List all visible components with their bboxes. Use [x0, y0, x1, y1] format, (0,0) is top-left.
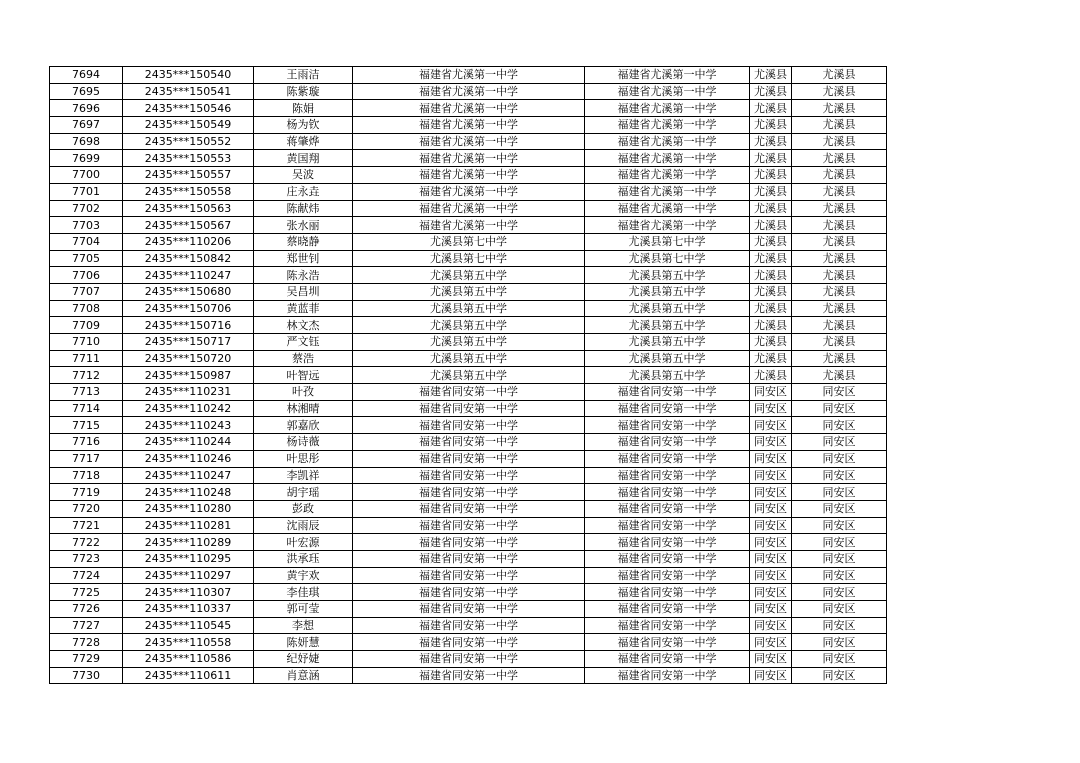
- table-row: [50, 500, 887, 517]
- student-name-cell: 洪承珏: [254, 550, 353, 567]
- table-row: [50, 517, 887, 534]
- table-row: [50, 567, 887, 584]
- district-cell-2: 尤溪县: [792, 367, 887, 384]
- serial-cell: 7702: [50, 200, 123, 217]
- serial-cell: 7706: [50, 267, 123, 284]
- student-name-cell: 蔡浩: [254, 350, 353, 367]
- district-cell: 尤溪县: [750, 283, 792, 300]
- serial-cell: 7726: [50, 601, 123, 618]
- serial-cell: 7709: [50, 317, 123, 334]
- exam-number-cell: 2435***110242: [123, 400, 254, 417]
- serial-cell: 7729: [50, 651, 123, 668]
- student-name-cell: 郭可莹: [254, 601, 353, 618]
- serial-cell: 7718: [50, 467, 123, 484]
- exam-number-cell: 2435***150716: [123, 317, 254, 334]
- school-cell: 福建省尤溪第一中学: [353, 150, 585, 167]
- exam-number-cell: 2435***150720: [123, 350, 254, 367]
- serial-cell: 7724: [50, 567, 123, 584]
- exam-number-cell: 2435***110295: [123, 550, 254, 567]
- table-row: [50, 317, 887, 334]
- school-cell: 福建省同安第一中学: [353, 434, 585, 451]
- district-cell-2: 尤溪县: [792, 200, 887, 217]
- student-name-cell: 蔡晓静: [254, 233, 353, 250]
- district-cell: 同安区: [750, 550, 792, 567]
- school-cell: 福建省尤溪第一中学: [353, 183, 585, 200]
- school-cell-2: 福建省同安第一中学: [585, 517, 750, 534]
- table-row: [50, 83, 887, 100]
- district-cell: 尤溪县: [750, 233, 792, 250]
- serial-cell: 7712: [50, 367, 123, 384]
- school-cell: 福建省尤溪第一中学: [353, 100, 585, 117]
- table-body: [50, 67, 887, 684]
- school-cell: 尤溪县第五中学: [353, 283, 585, 300]
- exam-number-cell: 2435***110246: [123, 450, 254, 467]
- school-cell: 福建省同安第一中学: [353, 400, 585, 417]
- exam-number-cell: 2435***110280: [123, 500, 254, 517]
- student-name-cell: 陈献炜: [254, 200, 353, 217]
- school-cell: 福建省尤溪第一中学: [353, 67, 585, 84]
- school-cell: 福建省同安第一中学: [353, 517, 585, 534]
- student-name-cell: 黄宇欢: [254, 567, 353, 584]
- district-cell: 同安区: [750, 617, 792, 634]
- student-name-cell: 陈娟: [254, 100, 353, 117]
- district-cell-2: 尤溪县: [792, 150, 887, 167]
- school-cell: 福建省尤溪第一中学: [353, 83, 585, 100]
- student-name-cell: 陈紫璇: [254, 83, 353, 100]
- student-name-cell: 李凯祥: [254, 467, 353, 484]
- school-cell: 福建省尤溪第一中学: [353, 133, 585, 150]
- district-cell-2: 尤溪县: [792, 217, 887, 234]
- district-cell-2: 同安区: [792, 500, 887, 517]
- school-cell-2: 福建省尤溪第一中学: [585, 117, 750, 134]
- serial-cell: 7710: [50, 334, 123, 351]
- school-cell-2: 尤溪县第五中学: [585, 283, 750, 300]
- serial-cell: 7721: [50, 517, 123, 534]
- school-cell: 福建省同安第一中学: [353, 567, 585, 584]
- school-cell-2: 尤溪县第七中学: [585, 250, 750, 267]
- table-row: [50, 367, 887, 384]
- district-cell-2: 尤溪县: [792, 183, 887, 200]
- district-cell: 尤溪县: [750, 367, 792, 384]
- school-cell-2: 福建省尤溪第一中学: [585, 67, 750, 84]
- table-row: [50, 250, 887, 267]
- school-cell-2: 尤溪县第五中学: [585, 300, 750, 317]
- serial-cell: 7695: [50, 83, 123, 100]
- school-cell: 福建省同安第一中学: [353, 484, 585, 501]
- district-cell: 同安区: [750, 584, 792, 601]
- student-name-cell: 沈雨辰: [254, 517, 353, 534]
- district-cell: 同安区: [750, 651, 792, 668]
- school-cell: 尤溪县第五中学: [353, 300, 585, 317]
- student-name-cell: 叶智远: [254, 367, 353, 384]
- exam-number-cell: 2435***110231: [123, 384, 254, 401]
- school-cell-2: 福建省同安第一中学: [585, 651, 750, 668]
- exam-number-cell: 2435***150553: [123, 150, 254, 167]
- school-cell-2: 福建省同安第一中学: [585, 400, 750, 417]
- exam-number-cell: 2435***150706: [123, 300, 254, 317]
- district-cell-2: 尤溪县: [792, 117, 887, 134]
- district-cell-2: 同安区: [792, 651, 887, 668]
- table-row: [50, 400, 887, 417]
- table-row: [50, 150, 887, 167]
- school-cell-2: 尤溪县第五中学: [585, 350, 750, 367]
- student-name-cell: 林文杰: [254, 317, 353, 334]
- student-name-cell: 张水丽: [254, 217, 353, 234]
- student-name-cell: 叶思彤: [254, 450, 353, 467]
- school-cell-2: 福建省同安第一中学: [585, 634, 750, 651]
- exam-number-cell: 2435***150546: [123, 100, 254, 117]
- school-cell: 尤溪县第五中学: [353, 317, 585, 334]
- school-cell: 福建省同安第一中学: [353, 584, 585, 601]
- student-name-cell: 郑世钊: [254, 250, 353, 267]
- school-cell-2: 福建省同安第一中学: [585, 467, 750, 484]
- serial-cell: 7727: [50, 617, 123, 634]
- school-cell: 福建省同安第一中学: [353, 450, 585, 467]
- student-name-cell: 严文钰: [254, 334, 353, 351]
- district-cell: 同安区: [750, 400, 792, 417]
- district-cell-2: 尤溪县: [792, 100, 887, 117]
- serial-cell: 7722: [50, 534, 123, 551]
- district-cell: 尤溪县: [750, 334, 792, 351]
- student-name-cell: 彭政: [254, 500, 353, 517]
- serial-cell: 7719: [50, 484, 123, 501]
- school-cell-2: 福建省尤溪第一中学: [585, 217, 750, 234]
- district-cell: 同安区: [750, 417, 792, 434]
- district-cell: 尤溪县: [750, 300, 792, 317]
- serial-cell: 7723: [50, 550, 123, 567]
- student-name-cell: 吴昌圳: [254, 283, 353, 300]
- table-row: [50, 467, 887, 484]
- school-cell-2: 福建省尤溪第一中学: [585, 200, 750, 217]
- district-cell-2: 同安区: [792, 467, 887, 484]
- district-cell-2: 尤溪县: [792, 300, 887, 317]
- exam-number-cell: 2435***110307: [123, 584, 254, 601]
- school-cell-2: 福建省尤溪第一中学: [585, 133, 750, 150]
- school-cell-2: 尤溪县第五中学: [585, 334, 750, 351]
- district-cell: 尤溪县: [750, 150, 792, 167]
- district-cell-2: 同安区: [792, 534, 887, 551]
- district-cell-2: 尤溪县: [792, 334, 887, 351]
- school-cell-2: 福建省同安第一中学: [585, 384, 750, 401]
- school-cell: 福建省同安第一中学: [353, 651, 585, 668]
- school-cell: 尤溪县第五中学: [353, 350, 585, 367]
- district-cell-2: 同安区: [792, 484, 887, 501]
- district-cell-2: 尤溪县: [792, 317, 887, 334]
- school-cell-2: 尤溪县第五中学: [585, 267, 750, 284]
- student-name-cell: 陈永浩: [254, 267, 353, 284]
- table-row: [50, 67, 887, 84]
- school-cell-2: 尤溪县第五中学: [585, 317, 750, 334]
- exam-number-cell: 2435***150549: [123, 117, 254, 134]
- district-cell-2: 同安区: [792, 517, 887, 534]
- district-cell: 同安区: [750, 450, 792, 467]
- table-row: [50, 651, 887, 668]
- table-row: [50, 450, 887, 467]
- district-cell-2: 尤溪县: [792, 133, 887, 150]
- district-cell-2: 同安区: [792, 584, 887, 601]
- serial-cell: 7694: [50, 67, 123, 84]
- school-cell: 福建省同安第一中学: [353, 534, 585, 551]
- school-cell: 福建省同安第一中学: [353, 384, 585, 401]
- exam-number-cell: 2435***150558: [123, 183, 254, 200]
- exam-number-cell: 2435***110611: [123, 667, 254, 684]
- district-cell-2: 同安区: [792, 434, 887, 451]
- school-cell: 尤溪县第七中学: [353, 250, 585, 267]
- table-row: [50, 584, 887, 601]
- district-cell-2: 尤溪县: [792, 350, 887, 367]
- student-name-cell: 纪妤婕: [254, 651, 353, 668]
- table-row: [50, 300, 887, 317]
- district-cell-2: 同安区: [792, 417, 887, 434]
- table-row: [50, 617, 887, 634]
- school-cell-2: 福建省尤溪第一中学: [585, 167, 750, 184]
- district-cell: 同安区: [750, 667, 792, 684]
- serial-cell: 7705: [50, 250, 123, 267]
- exam-number-cell: 2435***110244: [123, 434, 254, 451]
- school-cell: 尤溪县第七中学: [353, 233, 585, 250]
- exam-number-cell: 2435***150987: [123, 367, 254, 384]
- district-cell-2: 同安区: [792, 384, 887, 401]
- serial-cell: 7697: [50, 117, 123, 134]
- table-row: [50, 167, 887, 184]
- district-cell: 尤溪县: [750, 350, 792, 367]
- school-cell-2: 福建省尤溪第一中学: [585, 183, 750, 200]
- school-cell: 福建省尤溪第一中学: [353, 117, 585, 134]
- table-row: [50, 634, 887, 651]
- school-cell-2: 福建省尤溪第一中学: [585, 83, 750, 100]
- table-row: [50, 350, 887, 367]
- school-cell-2: 福建省尤溪第一中学: [585, 150, 750, 167]
- serial-cell: 7717: [50, 450, 123, 467]
- school-cell-2: 福建省同安第一中学: [585, 484, 750, 501]
- school-cell: 福建省同安第一中学: [353, 601, 585, 618]
- school-cell: 福建省尤溪第一中学: [353, 200, 585, 217]
- school-cell: 福建省同安第一中学: [353, 634, 585, 651]
- student-name-cell: 杨诗薇: [254, 434, 353, 451]
- serial-cell: 7696: [50, 100, 123, 117]
- table-row: [50, 484, 887, 501]
- district-cell: 尤溪县: [750, 133, 792, 150]
- district-cell-2: 尤溪县: [792, 267, 887, 284]
- district-cell-2: 同安区: [792, 601, 887, 618]
- district-cell: 尤溪县: [750, 83, 792, 100]
- district-cell: 尤溪县: [750, 67, 792, 84]
- school-cell: 福建省同安第一中学: [353, 550, 585, 567]
- district-cell-2: 同安区: [792, 450, 887, 467]
- exam-number-cell: 2435***150541: [123, 83, 254, 100]
- student-name-cell: 杨为钦: [254, 117, 353, 134]
- school-cell: 福建省同安第一中学: [353, 500, 585, 517]
- district-cell: 尤溪县: [750, 117, 792, 134]
- district-cell-2: 尤溪县: [792, 233, 887, 250]
- student-name-cell: 叶孜: [254, 384, 353, 401]
- serial-cell: 7704: [50, 233, 123, 250]
- exam-number-cell: 2435***110545: [123, 617, 254, 634]
- table-row: [50, 100, 887, 117]
- serial-cell: 7711: [50, 350, 123, 367]
- candidate-table: [49, 66, 887, 684]
- student-name-cell: 胡宇瑶: [254, 484, 353, 501]
- student-name-cell: 李佳琪: [254, 584, 353, 601]
- table-row: [50, 534, 887, 551]
- district-cell: 尤溪县: [750, 267, 792, 284]
- district-cell: 尤溪县: [750, 317, 792, 334]
- table-row: [50, 267, 887, 284]
- school-cell-2: 福建省同安第一中学: [585, 567, 750, 584]
- district-cell: 同安区: [750, 467, 792, 484]
- exam-number-cell: 2435***110243: [123, 417, 254, 434]
- student-name-cell: 郭嘉欣: [254, 417, 353, 434]
- table-row: [50, 133, 887, 150]
- table-row: [50, 233, 887, 250]
- student-name-cell: 陈妍慧: [254, 634, 353, 651]
- district-cell: 尤溪县: [750, 183, 792, 200]
- exam-number-cell: 2435***150842: [123, 250, 254, 267]
- student-name-cell: 黄蓝菲: [254, 300, 353, 317]
- student-name-cell: 蒋肇烨: [254, 133, 353, 150]
- student-name-cell: 李想: [254, 617, 353, 634]
- district-cell-2: 同安区: [792, 400, 887, 417]
- school-cell-2: 福建省同安第一中学: [585, 417, 750, 434]
- serial-cell: 7715: [50, 417, 123, 434]
- serial-cell: 7698: [50, 133, 123, 150]
- serial-cell: 7707: [50, 283, 123, 300]
- school-cell-2: 尤溪县第七中学: [585, 233, 750, 250]
- district-cell: 同安区: [750, 384, 792, 401]
- serial-cell: 7699: [50, 150, 123, 167]
- school-cell: 尤溪县第五中学: [353, 267, 585, 284]
- student-name-cell: 肖意涵: [254, 667, 353, 684]
- exam-number-cell: 2435***150557: [123, 167, 254, 184]
- district-cell-2: 尤溪县: [792, 83, 887, 100]
- school-cell: 福建省同安第一中学: [353, 617, 585, 634]
- school-cell: 福建省尤溪第一中学: [353, 167, 585, 184]
- district-cell: 同安区: [750, 634, 792, 651]
- school-cell-2: 福建省同安第一中学: [585, 450, 750, 467]
- serial-cell: 7701: [50, 183, 123, 200]
- exam-number-cell: 2435***150680: [123, 283, 254, 300]
- district-cell-2: 尤溪县: [792, 250, 887, 267]
- school-cell: 福建省同安第一中学: [353, 417, 585, 434]
- school-cell-2: 福建省同安第一中学: [585, 601, 750, 618]
- serial-cell: 7714: [50, 400, 123, 417]
- serial-cell: 7728: [50, 634, 123, 651]
- school-cell: 福建省尤溪第一中学: [353, 217, 585, 234]
- exam-number-cell: 2435***150540: [123, 67, 254, 84]
- table-row: [50, 200, 887, 217]
- exam-number-cell: 2435***110586: [123, 651, 254, 668]
- table-row: [50, 417, 887, 434]
- table-row: [50, 283, 887, 300]
- school-cell: 尤溪县第五中学: [353, 334, 585, 351]
- exam-number-cell: 2435***150552: [123, 133, 254, 150]
- district-cell-2: 同安区: [792, 567, 887, 584]
- exam-number-cell: 2435***150567: [123, 217, 254, 234]
- district-cell: 同安区: [750, 601, 792, 618]
- school-cell-2: 福建省同安第一中学: [585, 434, 750, 451]
- school-cell-2: 福建省同安第一中学: [585, 667, 750, 684]
- exam-number-cell: 2435***110289: [123, 534, 254, 551]
- student-name-cell: 庄永垚: [254, 183, 353, 200]
- serial-cell: 7713: [50, 384, 123, 401]
- serial-cell: 7730: [50, 667, 123, 684]
- school-cell-2: 福建省同安第一中学: [585, 534, 750, 551]
- serial-cell: 7700: [50, 167, 123, 184]
- serial-cell: 7708: [50, 300, 123, 317]
- district-cell: 尤溪县: [750, 200, 792, 217]
- exam-number-cell: 2435***110247: [123, 267, 254, 284]
- exam-number-cell: 2435***110558: [123, 634, 254, 651]
- student-name-cell: 林湘晴: [254, 400, 353, 417]
- exam-number-cell: 2435***110206: [123, 233, 254, 250]
- exam-number-cell: 2435***110281: [123, 517, 254, 534]
- district-cell-2: 尤溪县: [792, 167, 887, 184]
- school-cell: 福建省同安第一中学: [353, 467, 585, 484]
- district-cell: 尤溪县: [750, 217, 792, 234]
- district-cell: 同安区: [750, 567, 792, 584]
- student-name-cell: 叶宏源: [254, 534, 353, 551]
- exam-number-cell: 2435***110248: [123, 484, 254, 501]
- table-row: [50, 334, 887, 351]
- exam-number-cell: 2435***150717: [123, 334, 254, 351]
- district-cell: 同安区: [750, 434, 792, 451]
- table-row: [50, 601, 887, 618]
- student-name-cell: 黄国翔: [254, 150, 353, 167]
- serial-cell: 7720: [50, 500, 123, 517]
- table-row: [50, 434, 887, 451]
- district-cell: 尤溪县: [750, 100, 792, 117]
- district-cell: 同安区: [750, 534, 792, 551]
- district-cell-2: 同安区: [792, 634, 887, 651]
- district-cell: 同安区: [750, 517, 792, 534]
- school-cell: 尤溪县第五中学: [353, 367, 585, 384]
- district-cell: 同安区: [750, 500, 792, 517]
- exam-number-cell: 2435***150563: [123, 200, 254, 217]
- serial-cell: 7703: [50, 217, 123, 234]
- exam-number-cell: 2435***110247: [123, 467, 254, 484]
- district-cell: 尤溪县: [750, 167, 792, 184]
- table-row: [50, 183, 887, 200]
- school-cell-2: 福建省同安第一中学: [585, 500, 750, 517]
- exam-number-cell: 2435***110297: [123, 567, 254, 584]
- school-cell-2: 福建省同安第一中学: [585, 584, 750, 601]
- district-cell-2: 同安区: [792, 667, 887, 684]
- table-row: [50, 117, 887, 134]
- district-cell-2: 同安区: [792, 617, 887, 634]
- school-cell-2: 福建省尤溪第一中学: [585, 100, 750, 117]
- district-cell: 尤溪县: [750, 250, 792, 267]
- school-cell-2: 福建省同安第一中学: [585, 617, 750, 634]
- district-cell-2: 尤溪县: [792, 283, 887, 300]
- district-cell: 同安区: [750, 484, 792, 501]
- exam-number-cell: 2435***110337: [123, 601, 254, 618]
- school-cell-2: 尤溪县第五中学: [585, 367, 750, 384]
- district-cell-2: 同安区: [792, 550, 887, 567]
- table-row: [50, 667, 887, 684]
- school-cell: 福建省同安第一中学: [353, 667, 585, 684]
- serial-cell: 7716: [50, 434, 123, 451]
- district-cell-2: 尤溪县: [792, 67, 887, 84]
- table-row: [50, 217, 887, 234]
- serial-cell: 7725: [50, 584, 123, 601]
- table-row: [50, 550, 887, 567]
- student-name-cell: 吴波: [254, 167, 353, 184]
- table-row: [50, 384, 887, 401]
- school-cell-2: 福建省同安第一中学: [585, 550, 750, 567]
- student-name-cell: 王雨洁: [254, 67, 353, 84]
